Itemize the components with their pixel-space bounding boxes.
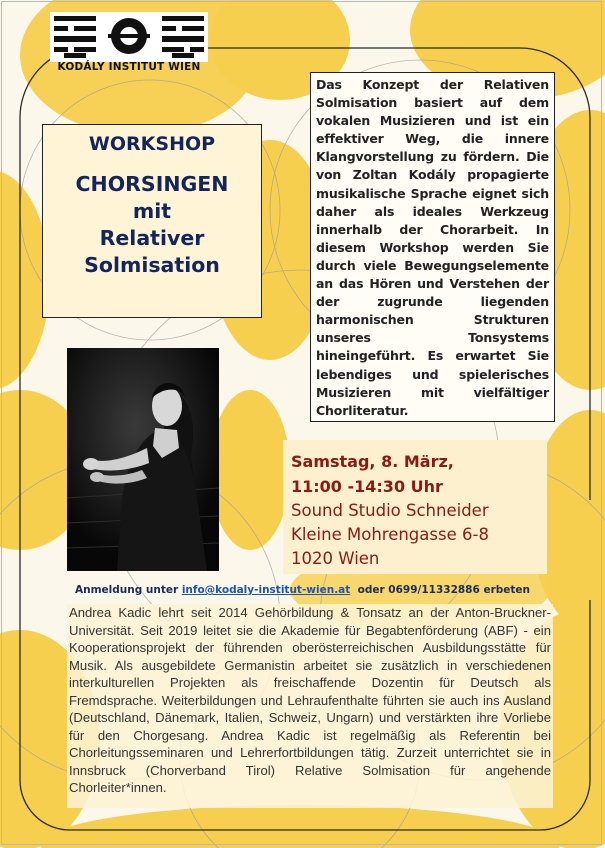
event-date: Samstag, 8. März,: [291, 452, 454, 471]
registration-prefix: Anmeldung unter: [74, 584, 182, 596]
logo-mark-icon: [50, 12, 208, 62]
registration-suffix: oder 0699/11332886 erbeten: [350, 584, 531, 596]
registration-line: [0, 584, 605, 596]
event-venue: Sound Studio Schneider: [291, 501, 489, 520]
registration-email-link[interactable]: info@kodaly-institut-wien.at: [181, 584, 351, 596]
workshop-title-box: [42, 124, 262, 318]
title-workshop: WORKSHOP: [88, 133, 216, 155]
event-info-box: [283, 440, 547, 574]
title-line-mit: mit: [132, 199, 172, 223]
title-line-solmisation: Solmisation: [84, 253, 220, 277]
title-line-relativer: Relativer: [99, 226, 205, 250]
title-main: [43, 171, 261, 279]
logo-text: KODÁLY INSTITUT WIEN: [57, 61, 201, 73]
description-box: [310, 72, 555, 422]
event-street: Kleine Mohrengasse 6-8: [291, 525, 489, 544]
bio-box: [67, 604, 553, 808]
event-time: 11:00 -14:30 Uhr: [291, 477, 443, 496]
kodaly-institut-logo: [50, 12, 208, 78]
title-line-chorsingen: CHORSINGEN: [75, 172, 229, 196]
event-city: 1020 Wien: [291, 549, 380, 568]
description-text: Das Konzept der Relativen Solmisation basiert auf dem vokalen Musizieren und ist ein effektiver Weg, die innere Klangvorstellung zu fördern. Die von Zoltan Kodály propagierte musikalische Sprache eignet sich daher als ideales Werkzeug innerhalb der Chorarbeit. In diesem Workshop werden Sie durch viele Bewegungselemente an das Hören und Verstehen der der zugrunde liegenden harmonischen Strukturen unseres Tonsystems hineingeführt. Es erwartet Sie lebendiges und spielerisches Musizieren mit vielfältiger Chorliteratur.: [316, 77, 549, 418]
conductor-photo: [67, 348, 219, 571]
bio-text: Andrea Kadic lehrt seit 2014 Gehörbildung & Tonsatz an der Anton-Bruckner-Universität. Seit 2019 leitet sie die Akademie für Begabtenförderung (ABF) - ein Kooperationsprojekt der führenden oberösterreichischen Ausbildungsstätte für Musik. Als ausgebildete Germanistin arbeitet sie zusätzlich in verschiedenen interkulturellen Projekten als freischaffende Dozentin für Deutsch als Fremdsprache. Weiterbildungen und Lehraufenthalte führten sie auch ins Ausland (Deutschland, Dänemark, Italien, Schweiz, Ungarn) und verstärkten ihre Vorliebe für den Chorgesang. Andrea Kadic ist regelmäßig als Referentin bei Chorleitungsseminaren und Lehrerfortbildungen tätig. Zurzeit unterrichtet sie in Innsbruck (Chorverband Tirol) Relative Solmisation für angehende Chorleiter*innen.: [69, 605, 551, 795]
